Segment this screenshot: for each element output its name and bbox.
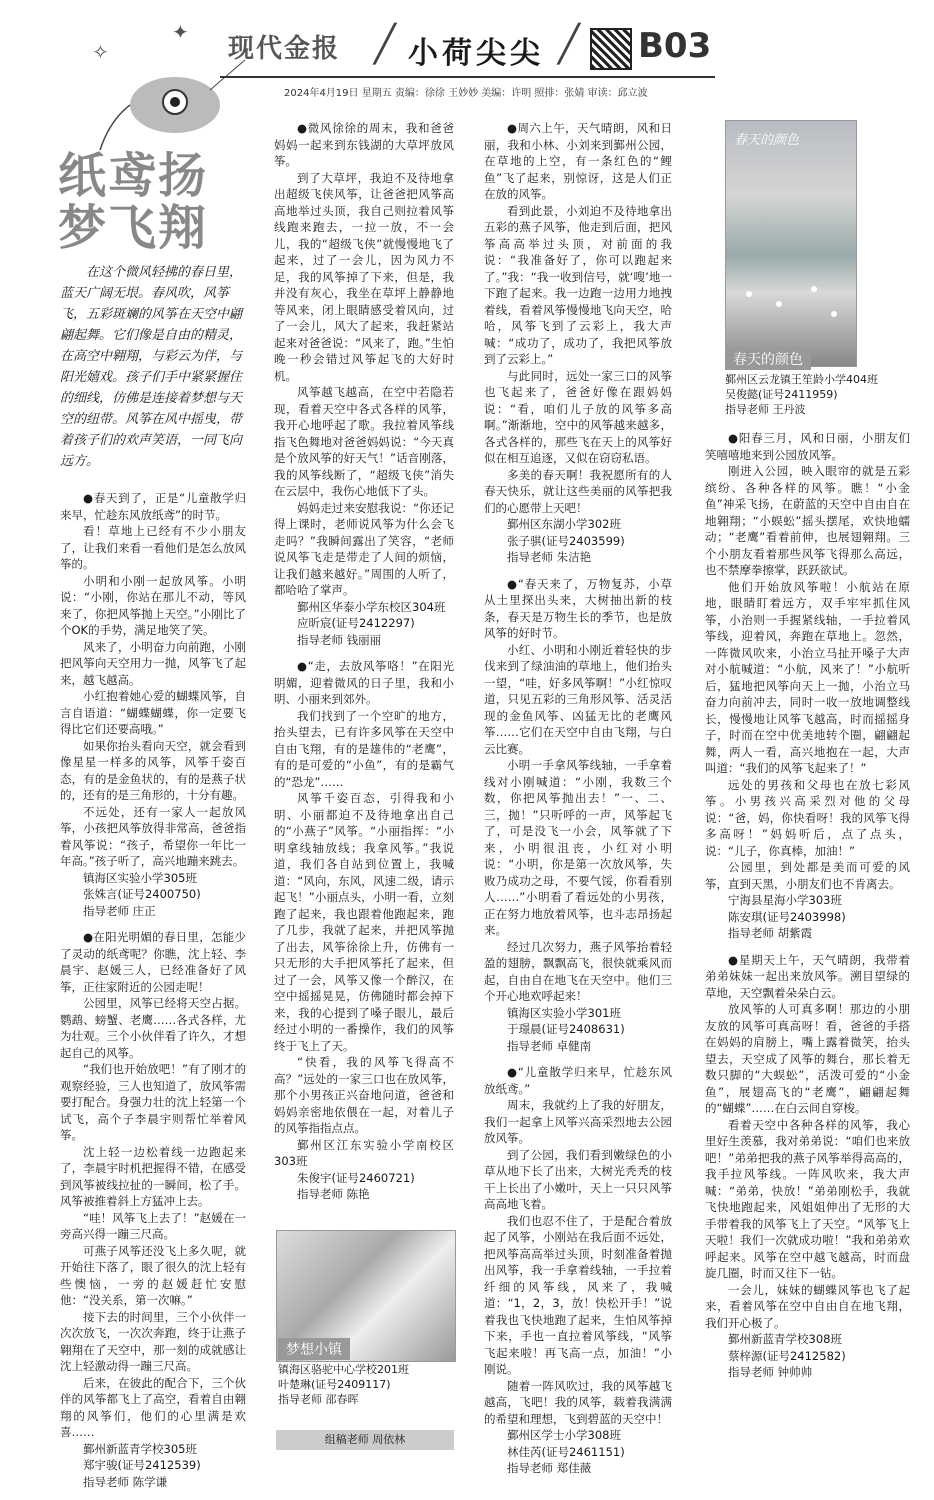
- article-paragraph: 不远处，还有一家人一起放风筝，小孩把风筝放得非常高，爸爸指着风筝说：“孩子，希望你一年比一年高。”孩子听了，高兴地蹦来跳去。: [60, 804, 246, 868]
- feature-title-line: 梦飞翔: [58, 200, 209, 256]
- byline-student: 朱俊宇(证号2460721): [297, 1170, 415, 1185]
- byline-student: 林佳芮(证号2461151): [507, 1444, 625, 1459]
- caption-student: 吴俊懿(证号2411959): [725, 388, 838, 401]
- article-paragraph: 接下去的时间里，三个小伙伴一次次放飞，一次次奔跑，终于让燕子翱翔在了天空中，那一刻的成就感让沈上轻激动得一蹦三尺高。: [60, 1309, 246, 1373]
- article-paragraph: 如果你抬头看向天空，就会看到像星星一样多的风筝，风筝千姿百态，有的是金鱼状的，有的是燕子状的，还有的是三角形的，十分有趣。: [60, 738, 246, 802]
- article-paragraph: 看！草地上已经有不少小朋友了，让我们来看一看他们是怎么放风筝的。: [60, 524, 246, 571]
- byline-student: 郑宇骏(证号2412539): [83, 1458, 201, 1472]
- caption-teacher: 指导老师 邵春晖: [278, 1393, 359, 1406]
- article-paragraph: 到了公园，我们看到嫩绿色的小草从地下长了出来，大树光秃秃的枝干上长出了小嫩叶，天上一只只风筝高高地飞着。: [484, 1147, 672, 1211]
- article-paragraph: 随着一阵风吹过，我的风筝越飞越高，飞吧！我的风筝，载着我满满的希望和理想，飞到碧蓝的天空中！: [484, 1378, 672, 1426]
- article-paragraph: 多美的春天啊！我祝愿所有的人春天快乐，就让这些美丽的风筝把我们的心愿带上天吧！: [484, 467, 672, 515]
- page-number: B03: [638, 26, 712, 66]
- article-paragraph: 我们找到了一个空旷的地方，抬头望去，已有许多风筝在天空中自由飞翔，有的是雄伟的“老鹰”，有的是可爱的“小鱼”，有的是霸气的“恐龙”……: [274, 708, 454, 789]
- article-paragraph: 沈上轻一边松着线一边跑起来了，李晨宇时机把握得不错，在感受到风筝被线拉扯的一瞬间，松了手。风筝被推着斜上方猛冲上去。: [60, 1144, 246, 1208]
- article-paragraph: “快看，我的风筝飞得高不高？”远处的一家三口也在放风筝，那个小男孩正兴奋地问道，爸爸和妈妈亲密地依偎在一起，对着儿子的风筝指指点点。: [274, 1055, 454, 1135]
- byline-school: 镇海区实验小学305班: [83, 870, 197, 885]
- flower-icon: [831, 311, 837, 317]
- article: [274, 120, 454, 648]
- newspaper-brand: 现代金报: [228, 34, 341, 64]
- byline-teacher: 指导老师 钱丽丽: [297, 632, 382, 647]
- article-paragraph: 风来了，小明奋力向前跑，小刚把风筝向天空用力一抛，风筝飞了起来，越飞越高。: [60, 639, 246, 687]
- flower-icon: [811, 286, 817, 292]
- article-paragraph: 经过几次努力，燕子风筝抬着轻盈的翅膀，飘飘高飞，很快就乘风而起，自由自在地飞在天空中。他们三个开心地欢呼起来！: [484, 939, 672, 1003]
- byline-teacher: 指导老师 朱洁艳: [507, 550, 592, 564]
- feature-title-line: 纸鸢扬: [58, 148, 209, 204]
- article-paragraph: ●“儿童散学归来早，忙趁东风放纸鸢。”: [484, 1065, 672, 1096]
- article-paragraph: 与此同时，远处一家三口的风筝也飞起来了，爸爸好像在跟妈妈说：“看，咱们儿子放的风筝多高啊。”渐渐地，空中的风筝越来越多，各式各样的，那些飞在天上的风筝好似在相互追逐，又似在窃窃私语。: [484, 368, 672, 465]
- article-paragraph: 小明和小刚一起放风筝。小明说：“小刚，你站在那儿不动，等风来了，你把风筝抛上天空。”小刚比了个OK的手势，满足地笑了笑。: [60, 573, 246, 637]
- article-paragraph: ●“走，去放风筝咯！”在阳光明媚，迎着微风的日子里，我和小明、小丽来到郊外。: [274, 659, 454, 706]
- byline-school: 鄞州新蓝青学校308班: [728, 1332, 842, 1346]
- byline-school: 鄞州区东湖小学302班: [507, 517, 621, 531]
- article-paragraph: 风筝千姿百态，引得我和小明、小丽都迫不及待地拿出自己的“小燕子”风筝。“小丽指挥：“小明拿线轴放线；我拿风筝。”我说道，我们各自站到位置上，我喊道：“风向，东风，风速二级，请示起飞！”小丽点头，小明一看，立刻跑了起来，我也跟着他跑起来，跑了几步，我就了起来，并把风筝抛了出去，风筝徐徐上升，仿佛有一只无形的大手把风筝托了起来，但过了一会，风筝又像一个醉汉，在空中摇摇晃晃，仿佛随时都会掉下来，我的心提到了嗓子眼儿，最后经过小明的一番操作，我们的风筝终于飞上了天。: [274, 791, 454, 1053]
- article: [484, 1064, 672, 1477]
- column-1: [60, 490, 246, 1500]
- article-paragraph: 小明一手拿风筝线轴，一手拿着线对小刚喊道：“小刚，我数三个数，你把风筝抛出去！”一、二、三，抛！”只听呼的一声，风筝起飞了，可是没飞一小会，风筝就了下来，小明很沮丧，小红对小明说：“小明，你是第一次放风筝，失败乃成功之母，不要气馁，你看看别人……”小明看了看远处的小男孩，正在努力地放着风筝，也斗志昂扬起来。: [484, 758, 672, 937]
- feature-title: [58, 150, 228, 254]
- article-paragraph: ●在阳光明媚的春日里，怎能少了灵动的纸鸢呢？你瞧，沈上轻、李晨宇、赵媛三人，已经准备好了风筝，正往家附近的公园走呢！: [60, 930, 246, 994]
- article-paragraph: 公园里，风筝已经将天空占据。鹦鹉、螃蟹、老鹰……各式各样，尤为壮观。三个小伙伴看了许久，才想起自己的风筝。: [60, 996, 246, 1060]
- dateline: 2024年4月19日 星期五 责编：徐徐 王妙妙 美编：许明 照排：张婧 审读：邱立波: [284, 88, 648, 99]
- divider-slash-icon: ╱: [374, 24, 396, 65]
- article-paragraph: 看着天空中各种各样的风筝，我心里好生羡慕，我对弟弟说：“咱们也来放吧！”弟弟把我的燕子风筝举得高高的，我手拉风筝线。一阵风吹来，我大声喊：“弟弟，快放！”弟弟刚松手，我就飞快地跑起来，风姐姐伸出了无形的大手带着我的风筝飞上了天空。“风筝飞上天啦！我们一次就成功啦！”我和弟弟欢呼起来。风筝在空中越飞越高，时而盘旋几圈，时而又往下一钻。: [705, 1117, 910, 1280]
- flower-icon: [776, 301, 782, 307]
- organizer-credit: 组稿老师 周依林: [276, 1430, 454, 1450]
- article: [705, 430, 910, 942]
- byline-student: 蔡梓源(证号2412582): [728, 1348, 846, 1363]
- byline-school: 宁海县星海小学303班: [728, 893, 842, 907]
- byline-teacher: 指导老师 陈艳: [297, 1187, 370, 1201]
- article-paragraph: 可燕子风筝还没飞上多久呢，就开始往下落了，眼了很久的沈上轻有些懊恼，一旁的赵媛赶忙安慰他：“没关系，第一次嘛。”: [60, 1243, 246, 1307]
- article-paragraph: “我们也开始放吧！”有了刚才的观察经验，三人也知道了，放风筝需要打配合。身强力壮的沈上轻第一个试飞，高个子李晨宇则帮忙举着风筝。: [60, 1062, 246, 1142]
- article-paragraph: ●阳春三月，风和日丽，小朋友们笑嘻嘻地来到公园放风筝。: [705, 431, 910, 462]
- byline-teacher: 指导老师 郑佳薇: [507, 1461, 592, 1475]
- article: [60, 490, 246, 919]
- painting-caption: [278, 1362, 458, 1407]
- article-paragraph: 周末，我就约上了我的好朋友，我们一起拿上风筝兴高采烈地去公园放风筝。: [484, 1098, 672, 1145]
- flower-icon: [746, 291, 752, 297]
- painting-title-text: 春天的颜色: [734, 133, 800, 148]
- byline-teacher: 指导老师 庄正: [83, 903, 156, 918]
- painting-caption: [725, 372, 905, 417]
- section-title: 小荷尖尖: [408, 36, 544, 71]
- divider-slash-icon: ╱: [558, 24, 580, 65]
- caption-student: 叶楚琳(证号2409117): [278, 1378, 391, 1391]
- caption-teacher: 指导老师 王丹波: [725, 403, 806, 416]
- article: [274, 658, 454, 1203]
- article: [484, 120, 672, 566]
- caption-school: 镇海区骆驼中心学校201班: [278, 1363, 409, 1376]
- byline-school: 鄞州新蓝青学校305班: [83, 1441, 197, 1456]
- article-paragraph: 远处的男孩和父母也在放七彩风筝。小男孩兴高采烈对他的父母说：“爸，妈，你快看呀！我的风筝飞得多高呀！”妈妈听后，点了点头，说：“儿子，你真棒，加油！”: [705, 777, 910, 858]
- article-paragraph: ●“春天来了，万物复苏，小草从土里探出头来，大树抽出新的枝条，春天是万物生长的季节，也是放风筝的好时节。: [484, 576, 672, 640]
- byline-school: 鄞州区江东实验小学南校区303班: [274, 1137, 454, 1168]
- byline-student: 陈安琪(证号2403998): [728, 909, 846, 924]
- column-3: [484, 120, 672, 1487]
- article-paragraph: 公园里，到处都是美而可爱的风筝，直到天黑，小朋友们也不肯离去。: [705, 860, 910, 891]
- caption-school: 鄞州区云龙镇王笙龄小学404班: [725, 373, 878, 386]
- byline-teacher: 指导老师 陈学谦: [83, 1474, 168, 1489]
- byline-student: 张姝言(证号2400750): [83, 887, 201, 901]
- byline-school: 鄞州区华泰小学东校区304班: [297, 599, 446, 614]
- article-paragraph: 小红、小明和小刚近着轻快的步伐来到了绿油油的草地上，他们抬头一望，“哇，好多风筝啊！”小红惊叹道，只见五彩的三角形风筝、活灵活现的金鱼风筝、凶猛无比的老鹰风筝……它们在天空中自由飞翔，与白云比赛。: [484, 642, 672, 756]
- bird-icon: ✦: [172, 20, 189, 44]
- article-paragraph: 到了大草坪，我迫不及待地拿出超级飞侠风筝，让爸爸把风筝高高地举过头顶，我自己则拉着风筝线跑来跑去，一拉一放，不一会儿，我的“超级飞侠”就慢慢地飞了起来，过了一会儿，因为风力不足，我的风筝掉了下来，但是，我并没有灰心，我坐在草坪上静静地等风来，闭上眼睛感受着风向，过了一会儿，风大了起来，我赶紧站起来对爸爸说：“风来了，跑。”生怕晚一秒会错过风筝起飞的大好时机。: [274, 170, 454, 383]
- article-paragraph: 看到此景，小刘迫不及待地拿出五彩的燕子风筝，他走到后面，把风筝高高举过头顶，对前面的我说：“我准备好了，你可以跑起来了。”我：“我一收到信号，就‘嗖’地一下跑了起来。我一边跑一边用力地拽着线，看着风筝慢慢地飞向天空，哈哈，风筝飞到了云彩上，我大声喊：“成功了，成功了，我把风筝放到了云彩上。”: [484, 203, 672, 366]
- article-paragraph: 我们也忍不住了，于是配合着放起了风筝，小刚站在我后面不远处，把风筝高高举过头顶，时刻准备着抛出风筝，我一手拿着线轴，一手拉着纤细的风筝线，风来了，我喊道：“1，2，3，放！快松开手！”说着我也飞快地跑了起来，生怕风筝掉下来，手也一直拉着风筝线，“风筝飞起来啦！再飞高一点，加油！”小刚说。: [484, 1213, 672, 1376]
- article-paragraph: 放风筝的人可真多啊！那边的小朋友放的风筝可真高呀！看，爸爸的手搭在妈妈的肩膀上，嘴上露着微笑，抬头望去，天空成了风筝的舞台，那长着无数只脚的“大蜈蚣”，活泼可爱的“小金鱼”，展翅高飞的“老鹰”，翩翩起舞的“蝴蝶”……在白云间自穿梭。: [705, 1002, 910, 1115]
- byline-teacher: 指导老师 卓健南: [507, 1038, 592, 1053]
- column-2: [274, 120, 454, 1213]
- painting-tag: 春天的颜色: [725, 348, 811, 370]
- header-rule: [220, 76, 715, 78]
- qr-code-icon: [590, 28, 632, 70]
- article: [705, 952, 910, 1381]
- byline-teacher: 指导老师 钟帅帅: [728, 1365, 813, 1379]
- article-paragraph: ●微风徐徐的周末，我和爸爸妈妈一起来到东钱湖的大草坪放风筝。: [274, 121, 454, 168]
- article: [484, 576, 672, 1055]
- kite-illustration-icon: [90, 50, 250, 160]
- byline-school: 镇海区实验小学301班: [507, 1005, 621, 1020]
- article-paragraph: 小红抱着她心爱的蝴蝶风筝，自言自语道：“蝴蝶蝴蝶，你一定要飞得比它们还要高哦。”: [60, 689, 246, 736]
- byline-student: 于璟晨(证号2408631): [507, 1022, 625, 1036]
- byline-teacher: 指导老师 胡紫霞: [728, 926, 813, 940]
- byline-school: 鄞州区学士小学308班: [507, 1428, 621, 1442]
- article-paragraph: ●春天到了，正是“儿童散学归来早，忙趁东风放纸鸢”的时节。: [60, 491, 246, 522]
- article: [60, 929, 246, 1490]
- article-paragraph: ●星期天上午，天气晴朗，我带着弟弟妹妹一起出来放风筝。溯目望绿的草地，天空飘着朵朵白云。: [705, 952, 910, 1000]
- painting-tag: 梦想小镇: [278, 1338, 350, 1360]
- column-4: [705, 430, 910, 1391]
- feature-intro: 在这个微风轻拂的春日里，蓝天广阔无垠。春风吹，风筝飞，五彩斑斓的风筝在天空中翩翩起舞。它们像是自由的精灵，在高空中翱翔，与彩云为伴，与阳光嬉戏。孩子们手中紧紧握住的细线，仿佛是连接着梦想与天空的纽带。风筝在风中摇曳，带着孩子们的欢声笑语，一同飞向远方。: [60, 265, 243, 469]
- article-paragraph: 风筝越飞越高，在空中若隐若现，看着天空中各式各样的风筝，我开心地呼起了歌。我拉着风筝线指飞色舞地对爸爸妈妈说：“今天真是个放风筝的好天气！”话音刚落，我的风筝线断了，“超级飞侠”消失在云层中，我伤心地低下了头。: [274, 385, 454, 498]
- article-paragraph: 后来，在彼此的配合下，三个伙伴的风筝都飞上了高空，看着自由翱翔的风筝们，他们的心里满是欢喜……: [60, 1375, 246, 1439]
- article-paragraph: 刚进入公园，映入眼帘的就是五彩缤纷、各种各样的风筝。瞧！“小金鱼”神采飞扬，在蔚蓝的天空中自由自在地翱翔；“小蜈蚣”摇头摆尾，欢快地蠕动；“老鹰”看着前伸，也展翅翱翔。三个小朋友看着那些风筝飞得那么高远，也不禁摩拳擦掌，跃跃欲试。: [705, 464, 910, 577]
- byline-student: 应昕宸(证号2412297): [297, 616, 415, 630]
- bird-icon: ✧: [92, 40, 109, 64]
- article-paragraph: “哇！风筝飞上去了！”赵媛在一旁高兴得一蹦三尺高。: [60, 1210, 246, 1241]
- article-paragraph: ●周六上午，天气晴朗，风和日丽，我和小林、小刘来到鄞州公园，在草地的上空，有一条红色的“鲤鱼”飞了起来，别惊讶，这是人们正在放的风筝。: [484, 121, 672, 201]
- byline-student: 张子骐(证号2403599): [507, 533, 625, 548]
- article-paragraph: 妈妈走过来安慰我说：“你还记得上课时，老师说风筝为什么会飞走吗？”我瞬间露出了笑容，“老师说风筝飞走是带走了人间的烦恼，让我们越来越好。”周围的人听了，都哈哈了掌声。: [274, 500, 454, 597]
- painting-spring-colors: [725, 120, 857, 367]
- article-paragraph: 他们开始放风筝啦！小航站在原地，眼睛盯着远方，双手牢牢抓住风筝，小治则一手握紧线轴，一手拉着风筝线，迎着风，奔跑在草地上。忽然，一阵微风吹来，小治立马扯开嗓子大声对小航喊道：“小航，风来了！”小航听后，猛地把风筝向天上一抛，小治立马奋力向前冲去，同时一收一放地调整线长，慢慢地让风筝飞越高，时而摇摇身子，时而在空中优美地转个圈，翩翩起舞，两人一看，高兴地抱在一起，大声叫道：“我们的风筝飞起来了！”: [705, 579, 910, 775]
- article-paragraph: 一会儿，妹妹的蝴蝶风筝也飞了起来，看着风筝在空中自由自在地飞翔，我们开心极了。: [705, 1282, 910, 1330]
